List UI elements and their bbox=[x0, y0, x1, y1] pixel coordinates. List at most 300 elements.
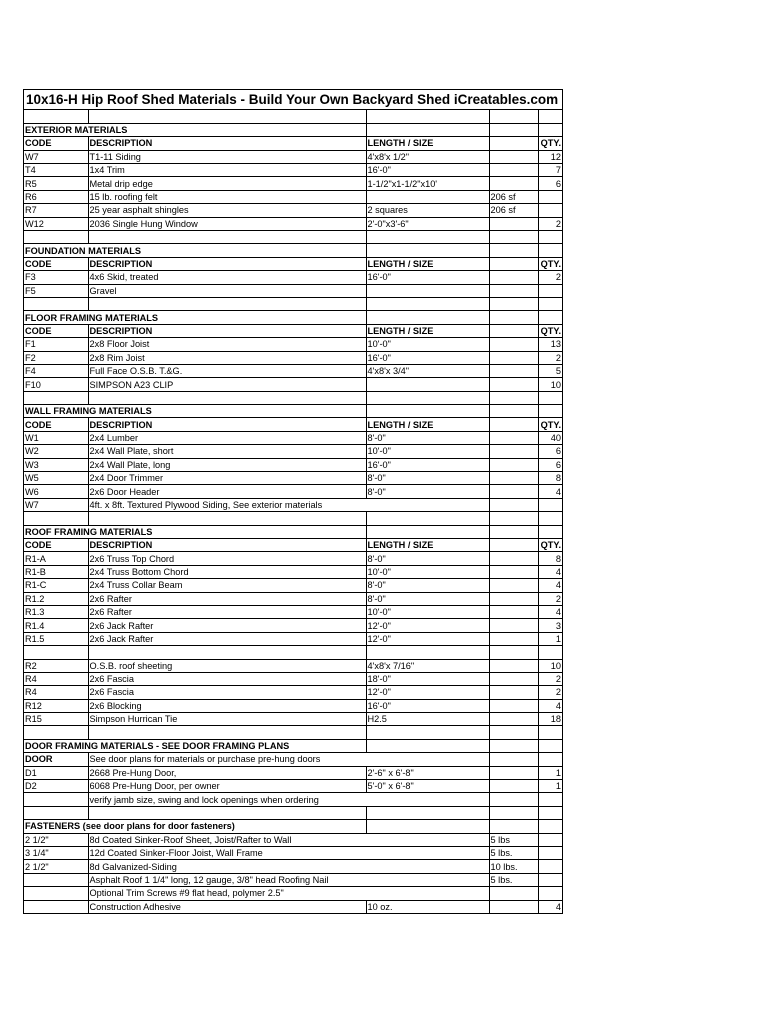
code-cell: F5 bbox=[24, 284, 88, 297]
description-cell: 4ft. x 8ft. Textured Plywood Siding, See exterior materials bbox=[88, 498, 366, 511]
material-row bbox=[24, 900, 562, 913]
empty-cell bbox=[538, 244, 562, 257]
description-cell: 2x6 Truss Top Chord bbox=[88, 552, 366, 565]
empty-cell bbox=[88, 110, 366, 123]
length-size-cell: 16'-0" bbox=[366, 271, 489, 284]
header-qty: QTY. bbox=[538, 539, 562, 552]
code-cell: R4 bbox=[24, 672, 88, 685]
header-description: DESCRIPTION bbox=[88, 137, 366, 150]
unit-cell bbox=[489, 605, 538, 618]
header-length-size: LENGTH / SIZE bbox=[366, 257, 489, 270]
material-row bbox=[24, 780, 562, 793]
unit-cell: 5 lbs. bbox=[489, 873, 538, 886]
empty-cell bbox=[489, 244, 538, 257]
code-cell: W5 bbox=[24, 472, 88, 485]
unit-cell bbox=[489, 592, 538, 605]
unit-cell bbox=[489, 150, 538, 163]
code-cell: 3 1/4" bbox=[24, 846, 88, 859]
code-cell: W7 bbox=[24, 150, 88, 163]
description-cell: 6068 Pre-Hung Door, per owner bbox=[88, 780, 366, 793]
qty-cell: 4 bbox=[538, 485, 562, 498]
material-row bbox=[24, 364, 562, 377]
description-cell: Construction Adhesive bbox=[88, 900, 366, 913]
empty-cell bbox=[24, 391, 88, 404]
empty-cell bbox=[538, 726, 562, 739]
length-size-cell: 12'-0" bbox=[366, 619, 489, 632]
length-size-cell bbox=[366, 887, 489, 900]
length-size-cell: 16'-0" bbox=[366, 458, 489, 471]
unit-cell bbox=[489, 164, 538, 177]
qty-cell bbox=[538, 887, 562, 900]
empty-cell bbox=[24, 110, 88, 123]
code-cell: W7 bbox=[24, 498, 88, 511]
description-cell: O.S.B. roof sheeting bbox=[88, 659, 366, 672]
description-cell: Gravel bbox=[88, 284, 366, 297]
description-cell: 2x6 Blocking bbox=[88, 699, 366, 712]
empty-cell bbox=[88, 123, 366, 136]
qty-cell: 5 bbox=[538, 364, 562, 377]
empty-cell bbox=[489, 726, 538, 739]
empty-cell bbox=[366, 512, 489, 525]
length-size-cell: 16'-0" bbox=[366, 164, 489, 177]
empty-cell bbox=[88, 726, 366, 739]
material-row bbox=[24, 177, 562, 190]
unit-cell bbox=[489, 445, 538, 458]
empty-cell bbox=[538, 820, 562, 833]
description-cell: 2x4 Door Trimmer bbox=[88, 472, 366, 485]
length-size-cell: 12'-0" bbox=[366, 632, 489, 645]
empty-cell bbox=[24, 297, 88, 310]
section-title-row bbox=[24, 311, 562, 324]
length-size-cell bbox=[366, 284, 489, 297]
material-row bbox=[24, 860, 562, 873]
qty-cell bbox=[538, 833, 562, 846]
blank-row bbox=[24, 391, 562, 404]
empty-cell bbox=[489, 231, 538, 244]
material-row bbox=[24, 686, 562, 699]
qty-cell: 1 bbox=[538, 632, 562, 645]
length-size-cell: 16'-0" bbox=[366, 351, 489, 364]
description-cell: 2x8 Floor Joist bbox=[88, 338, 366, 351]
empty-cell bbox=[489, 646, 538, 659]
code-cell: R1-B bbox=[24, 565, 88, 578]
material-row bbox=[24, 150, 562, 163]
unit-cell bbox=[489, 686, 538, 699]
material-row bbox=[24, 378, 562, 391]
length-size-cell: 2'-6" x 6'-8" bbox=[366, 766, 489, 779]
material-row bbox=[24, 672, 562, 685]
qty-cell: 2 bbox=[538, 351, 562, 364]
material-row bbox=[24, 753, 562, 766]
material-row bbox=[24, 846, 562, 859]
qty-cell bbox=[538, 204, 562, 217]
unit-cell bbox=[489, 900, 538, 913]
length-size-cell: 16'-0" bbox=[366, 699, 489, 712]
unit-cell bbox=[489, 766, 538, 779]
empty-cell bbox=[366, 391, 489, 404]
unit-cell bbox=[489, 431, 538, 444]
unit-cell: 206 sf bbox=[489, 204, 538, 217]
material-row bbox=[24, 271, 562, 284]
unit-cell bbox=[489, 217, 538, 230]
material-row bbox=[24, 552, 562, 565]
description-cell: Metal drip edge bbox=[88, 177, 366, 190]
length-size-cell: 8'-0" bbox=[366, 485, 489, 498]
code-cell: W2 bbox=[24, 445, 88, 458]
unit-cell bbox=[489, 619, 538, 632]
unit-cell bbox=[489, 753, 538, 766]
length-size-cell: 8'-0" bbox=[366, 472, 489, 485]
unit-cell bbox=[489, 458, 538, 471]
material-row bbox=[24, 164, 562, 177]
length-size-cell bbox=[366, 378, 489, 391]
qty-cell: 4 bbox=[538, 579, 562, 592]
unit-cell bbox=[489, 485, 538, 498]
description-cell: 8d Galvanized-Siding bbox=[88, 860, 366, 873]
empty-cell bbox=[489, 512, 538, 525]
qty-cell: 2 bbox=[538, 217, 562, 230]
empty-cell bbox=[489, 123, 538, 136]
qty-cell: 40 bbox=[538, 431, 562, 444]
description-cell: Full Face O.S.B. T.&G. bbox=[88, 364, 366, 377]
header-description: DESCRIPTION bbox=[88, 257, 366, 270]
unit-cell bbox=[489, 579, 538, 592]
empty-cell bbox=[489, 405, 538, 418]
length-size-cell: 8'-0" bbox=[366, 431, 489, 444]
empty-cell bbox=[538, 646, 562, 659]
section-title: DOOR FRAMING MATERIALS - SEE DOOR FRAMING PLANS bbox=[25, 741, 290, 752]
description-cell: 25 year asphalt shingles bbox=[88, 204, 366, 217]
column-header-row bbox=[24, 324, 562, 337]
empty-cell bbox=[366, 311, 489, 324]
header-empty bbox=[489, 539, 538, 552]
qty-cell: 10 bbox=[538, 378, 562, 391]
empty-cell bbox=[366, 244, 489, 257]
header-empty bbox=[489, 257, 538, 270]
qty-cell: 1 bbox=[538, 780, 562, 793]
materials-table bbox=[24, 110, 562, 913]
section-title-row bbox=[24, 739, 562, 752]
unit-cell bbox=[489, 632, 538, 645]
code-cell: F2 bbox=[24, 351, 88, 364]
code-cell: 2 1/2" bbox=[24, 860, 88, 873]
blank-row bbox=[24, 512, 562, 525]
header-code: CODE bbox=[24, 324, 88, 337]
header-length-size: LENGTH / SIZE bbox=[366, 324, 489, 337]
description-cell: 2x4 Wall Plate, short bbox=[88, 445, 366, 458]
qty-cell: 18 bbox=[538, 713, 562, 726]
material-row bbox=[24, 431, 562, 444]
material-row bbox=[24, 659, 562, 672]
empty-cell bbox=[538, 391, 562, 404]
code-cell: R5 bbox=[24, 177, 88, 190]
material-row bbox=[24, 351, 562, 364]
length-size-cell: 1-1/2"x1-1/2"x10' bbox=[366, 177, 489, 190]
description-cell: 2x6 Jack Rafter bbox=[88, 619, 366, 632]
header-qty: QTY. bbox=[538, 137, 562, 150]
description-cell: Optional Trim Screws #9 flat head, polymer 2.5" bbox=[88, 887, 366, 900]
code-cell bbox=[24, 873, 88, 886]
title-row bbox=[24, 90, 562, 110]
length-size-cell bbox=[366, 846, 489, 859]
length-size-cell: 4'x8'x 7/16" bbox=[366, 659, 489, 672]
unit-cell: 206 sf bbox=[489, 190, 538, 203]
length-size-cell bbox=[366, 190, 489, 203]
description-cell: 2x6 Door Header bbox=[88, 485, 366, 498]
code-cell: F3 bbox=[24, 271, 88, 284]
code-cell: R2 bbox=[24, 659, 88, 672]
material-row bbox=[24, 833, 562, 846]
section-title-row bbox=[24, 123, 562, 136]
blank-row bbox=[24, 726, 562, 739]
empty-cell bbox=[88, 512, 366, 525]
qty-cell bbox=[538, 753, 562, 766]
header-code: CODE bbox=[24, 539, 88, 552]
qty-cell bbox=[538, 793, 562, 806]
qty-cell: 2 bbox=[538, 686, 562, 699]
code-cell: R1-A bbox=[24, 552, 88, 565]
qty-cell: 8 bbox=[538, 552, 562, 565]
description-cell: 2x4 Wall Plate, long bbox=[88, 458, 366, 471]
header-code: CODE bbox=[24, 257, 88, 270]
qty-cell bbox=[538, 860, 562, 873]
empty-cell bbox=[88, 391, 366, 404]
sheet-title: 10x16-H Hip Roof Shed Materials - Build Your Own Backyard Shed iCreatables.com bbox=[26, 92, 559, 107]
unit-cell bbox=[489, 672, 538, 685]
column-header-row bbox=[24, 418, 562, 431]
empty-cell bbox=[538, 231, 562, 244]
section-title: FOUNDATION MATERIALS bbox=[25, 245, 142, 256]
qty-cell: 4 bbox=[538, 900, 562, 913]
description-cell: 1x4 Trim bbox=[88, 164, 366, 177]
unit-cell: 10 lbs. bbox=[489, 860, 538, 873]
empty-cell bbox=[88, 806, 366, 819]
description-cell: See door plans for materials or purchase pre-hung doors bbox=[88, 753, 366, 766]
material-row bbox=[24, 766, 562, 779]
description-cell: 2x6 Fascia bbox=[88, 686, 366, 699]
qty-cell bbox=[538, 873, 562, 886]
blank-row bbox=[24, 110, 562, 123]
unit-cell bbox=[489, 177, 538, 190]
length-size-cell: 2 squares bbox=[366, 204, 489, 217]
empty-cell bbox=[489, 110, 538, 123]
material-row bbox=[24, 190, 562, 203]
code-cell: R1.3 bbox=[24, 605, 88, 618]
code-cell: R12 bbox=[24, 699, 88, 712]
section-title: FASTENERS (see door plans for door fasteners) bbox=[25, 821, 235, 832]
code-cell: W1 bbox=[24, 431, 88, 444]
description-cell: 2668 Pre-Hung Door, bbox=[88, 766, 366, 779]
code-cell: 2 1/2" bbox=[24, 833, 88, 846]
description-cell: 2x8 Rim Joist bbox=[88, 351, 366, 364]
material-row bbox=[24, 338, 562, 351]
header-empty bbox=[489, 418, 538, 431]
empty-cell bbox=[489, 525, 538, 538]
unit-cell bbox=[489, 713, 538, 726]
code-cell: R1-C bbox=[24, 579, 88, 592]
description-cell: 2x4 Truss Bottom Chord bbox=[88, 565, 366, 578]
unit-cell bbox=[489, 338, 538, 351]
empty-cell bbox=[538, 297, 562, 310]
header-length-size: LENGTH / SIZE bbox=[366, 539, 489, 552]
description-cell: SIMPSON A23 CLIP bbox=[88, 378, 366, 391]
length-size-cell bbox=[366, 873, 489, 886]
length-size-cell bbox=[366, 793, 489, 806]
qty-cell: 13 bbox=[538, 338, 562, 351]
empty-cell bbox=[489, 297, 538, 310]
qty-cell: 4 bbox=[538, 605, 562, 618]
length-size-cell: 12'-0" bbox=[366, 686, 489, 699]
unit-cell bbox=[489, 472, 538, 485]
length-size-cell bbox=[366, 860, 489, 873]
empty-cell bbox=[489, 820, 538, 833]
code-cell: F4 bbox=[24, 364, 88, 377]
empty-cell bbox=[366, 110, 489, 123]
unit-cell bbox=[489, 364, 538, 377]
section-title-row bbox=[24, 820, 562, 833]
empty-cell bbox=[24, 512, 88, 525]
unit-cell: 5 lbs bbox=[489, 833, 538, 846]
qty-cell bbox=[538, 190, 562, 203]
code-cell: DOOR bbox=[24, 753, 88, 766]
description-cell: Simpson Hurrican Tie bbox=[88, 713, 366, 726]
length-size-cell: H2.5 bbox=[366, 713, 489, 726]
description-cell: T1-11 Siding bbox=[88, 150, 366, 163]
code-cell: W12 bbox=[24, 217, 88, 230]
empty-cell bbox=[366, 646, 489, 659]
header-qty: QTY. bbox=[538, 324, 562, 337]
code-cell: R4 bbox=[24, 686, 88, 699]
header-description: DESCRIPTION bbox=[88, 324, 366, 337]
unit-cell bbox=[489, 887, 538, 900]
code-cell: R1.2 bbox=[24, 592, 88, 605]
unit-cell bbox=[489, 378, 538, 391]
material-row bbox=[24, 619, 562, 632]
section-title: FLOOR FRAMING MATERIALS bbox=[25, 312, 159, 323]
description-cell: 8d Coated Sinker-Roof Sheet, Joist/Rafter to Wall bbox=[88, 833, 366, 846]
qty-cell: 8 bbox=[538, 472, 562, 485]
material-row bbox=[24, 873, 562, 886]
code-cell: R7 bbox=[24, 204, 88, 217]
empty-cell bbox=[538, 110, 562, 123]
blank-row bbox=[24, 646, 562, 659]
blank-row bbox=[24, 231, 562, 244]
empty-cell bbox=[24, 646, 88, 659]
empty-cell bbox=[88, 297, 366, 310]
qty-cell bbox=[538, 284, 562, 297]
qty-cell: 2 bbox=[538, 271, 562, 284]
length-size-cell: 18'-0" bbox=[366, 672, 489, 685]
unit-cell bbox=[489, 793, 538, 806]
unit-cell bbox=[489, 498, 538, 511]
empty-cell bbox=[24, 231, 88, 244]
length-size-cell bbox=[366, 833, 489, 846]
length-size-cell: 10'-0" bbox=[366, 605, 489, 618]
empty-cell bbox=[366, 123, 489, 136]
empty-cell bbox=[538, 123, 562, 136]
unit-cell bbox=[489, 565, 538, 578]
header-qty: QTY. bbox=[538, 257, 562, 270]
empty-cell bbox=[489, 806, 538, 819]
material-row bbox=[24, 485, 562, 498]
section-title: ROOF FRAMING MATERIALS bbox=[25, 526, 153, 537]
qty-cell: 7 bbox=[538, 164, 562, 177]
empty-cell bbox=[538, 739, 562, 752]
material-row bbox=[24, 204, 562, 217]
unit-cell: 5 lbs. bbox=[489, 846, 538, 859]
qty-cell: 2 bbox=[538, 672, 562, 685]
code-cell: T4 bbox=[24, 164, 88, 177]
length-size-cell: 10 oz. bbox=[366, 900, 489, 913]
material-row bbox=[24, 565, 562, 578]
length-size-cell: 10'-0" bbox=[366, 338, 489, 351]
material-row bbox=[24, 217, 562, 230]
empty-cell bbox=[538, 525, 562, 538]
length-size-cell: 2'-0"x3'-6" bbox=[366, 217, 489, 230]
material-row bbox=[24, 284, 562, 297]
description-cell: 2x4 Truss Collar Beam bbox=[88, 579, 366, 592]
material-row bbox=[24, 605, 562, 618]
length-size-cell: 5'-0" x 6'-8" bbox=[366, 780, 489, 793]
description-cell: 12d Coated Sinker-Floor Joist, Wall Frame bbox=[88, 846, 366, 859]
section-title: EXTERIOR MATERIALS bbox=[25, 125, 128, 136]
description-cell: 2036 Single Hung Window bbox=[88, 217, 366, 230]
qty-cell bbox=[538, 846, 562, 859]
code-cell: R15 bbox=[24, 713, 88, 726]
qty-cell: 6 bbox=[538, 445, 562, 458]
blank-row bbox=[24, 297, 562, 310]
code-cell: D1 bbox=[24, 766, 88, 779]
column-header-row bbox=[24, 257, 562, 270]
qty-cell: 6 bbox=[538, 177, 562, 190]
length-size-cell: 10'-0" bbox=[366, 445, 489, 458]
section-title-row bbox=[24, 405, 562, 418]
code-cell bbox=[24, 900, 88, 913]
empty-cell bbox=[366, 806, 489, 819]
code-cell: F10 bbox=[24, 378, 88, 391]
empty-cell bbox=[24, 806, 88, 819]
material-row bbox=[24, 632, 562, 645]
empty-cell bbox=[366, 820, 489, 833]
description-cell: 2x4 Lumber bbox=[88, 431, 366, 444]
description-cell: 2x6 Jack Rafter bbox=[88, 632, 366, 645]
qty-cell: 1 bbox=[538, 766, 562, 779]
header-empty bbox=[489, 137, 538, 150]
qty-cell: 12 bbox=[538, 150, 562, 163]
code-cell bbox=[24, 793, 88, 806]
unit-cell bbox=[489, 351, 538, 364]
blank-row bbox=[24, 806, 562, 819]
empty-cell bbox=[88, 646, 366, 659]
empty-cell bbox=[538, 512, 562, 525]
empty-cell bbox=[366, 405, 489, 418]
header-qty: QTY. bbox=[538, 418, 562, 431]
length-size-cell: 8'-0" bbox=[366, 592, 489, 605]
unit-cell bbox=[489, 659, 538, 672]
empty-cell bbox=[366, 231, 489, 244]
empty-cell bbox=[538, 405, 562, 418]
material-row bbox=[24, 472, 562, 485]
length-size-cell: 10'-0" bbox=[366, 565, 489, 578]
section-title-row bbox=[24, 525, 562, 538]
empty-cell bbox=[489, 391, 538, 404]
qty-cell: 4 bbox=[538, 565, 562, 578]
code-cell: R1.5 bbox=[24, 632, 88, 645]
length-size-cell bbox=[366, 498, 489, 511]
material-row bbox=[24, 793, 562, 806]
material-row bbox=[24, 445, 562, 458]
empty-cell bbox=[489, 311, 538, 324]
